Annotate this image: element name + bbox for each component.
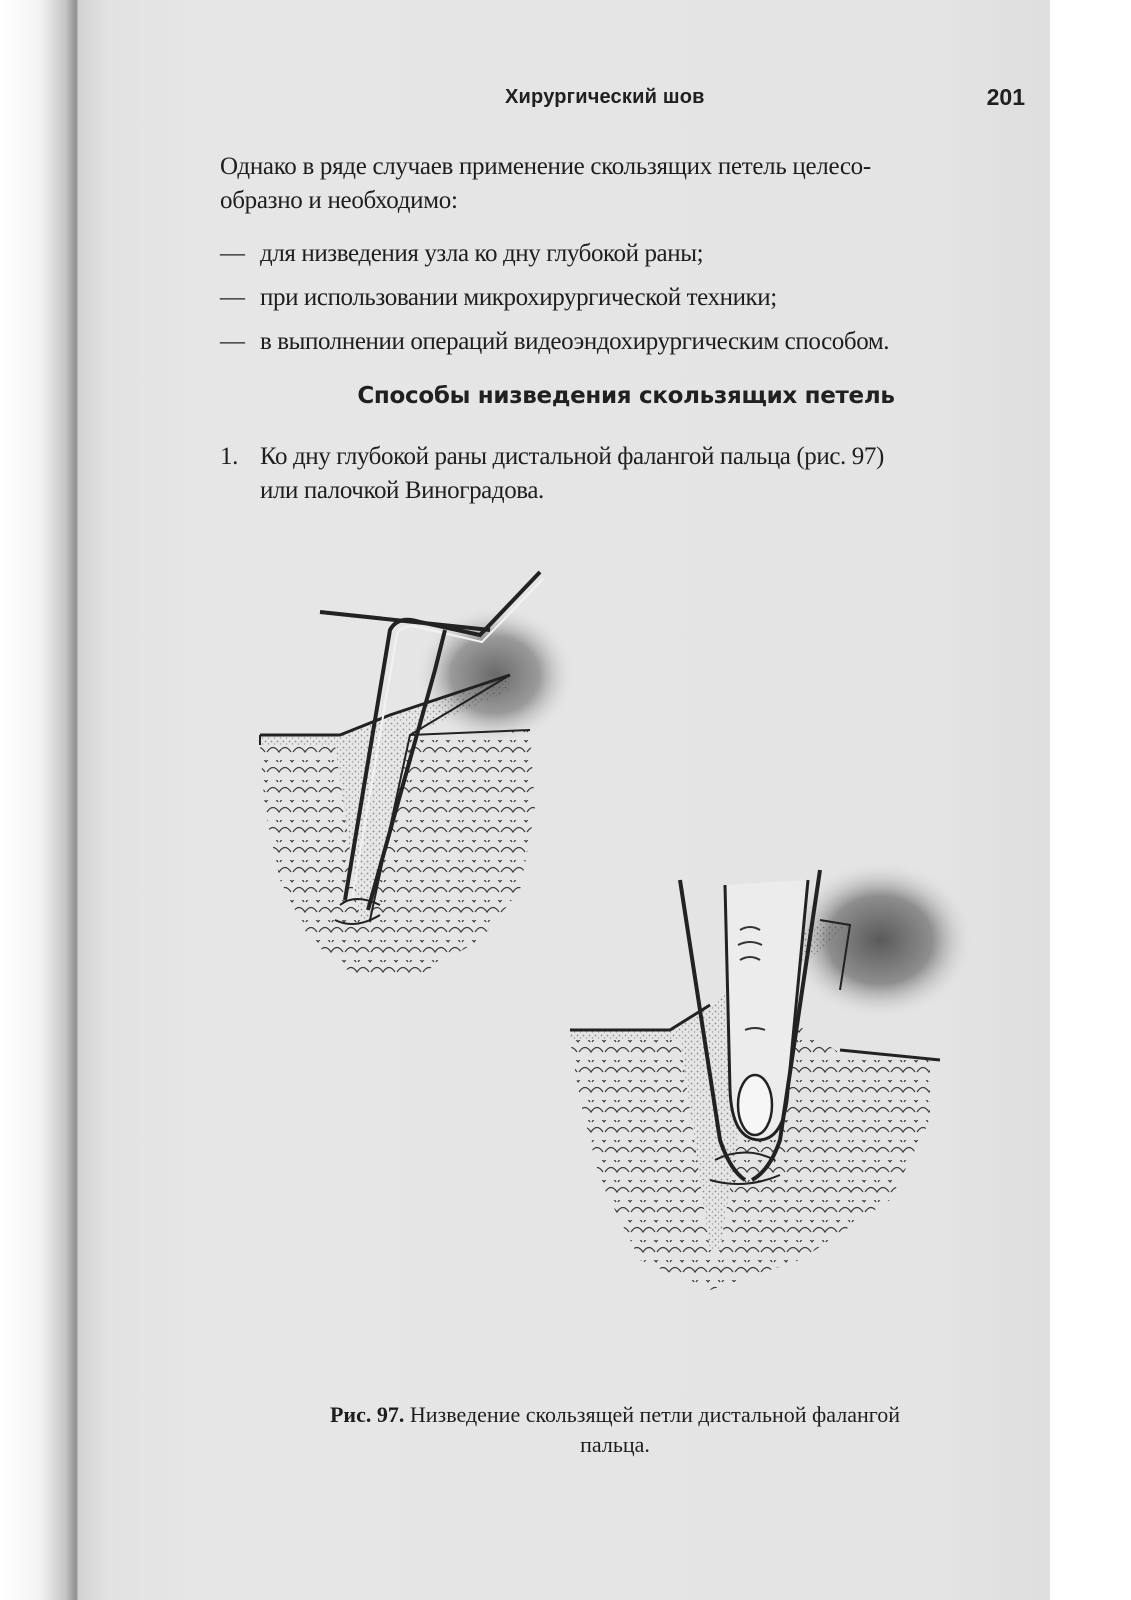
list-item-text: в выполнении операций видеоэндохирургическим способом. — [260, 328, 890, 355]
page-number: 201 — [986, 84, 1025, 110]
numbered-item — [220, 440, 1032, 508]
list-dash: — — [220, 240, 245, 267]
list-item — [220, 281, 1032, 325]
list-item-text: для низведения узла ко дну глубокой раны; — [260, 240, 704, 267]
scan-left-shadow — [0, 0, 78, 1600]
list-dash: — — [220, 284, 245, 311]
caption-label: Рис. 97. — [329, 1402, 405, 1427]
bullet-list — [220, 237, 1032, 369]
item-number: 1. — [220, 443, 238, 470]
scan-right-margin — [1050, 0, 1131, 1600]
list-item — [220, 325, 1032, 369]
figure-caption — [230, 1400, 1000, 1460]
wound-drawing-lower — [570, 860, 975, 1290]
figure-97 — [240, 560, 980, 1300]
intro-paragraph — [220, 150, 1032, 218]
numbered-item-line-1: Ко дну глубокой раны дистальной фалангой пальца (рис. 97) — [260, 443, 884, 470]
list-item — [220, 237, 1032, 281]
caption-line-1 — [230, 1400, 1000, 1430]
numbered-item-line-2: или палочкой Виноградова. — [260, 477, 544, 504]
intro-line-1: Однако в ряде случаев применение скользящих петель целесо- — [220, 153, 871, 180]
caption-line-2: пальца. — [580, 1432, 650, 1457]
running-header — [505, 86, 1025, 116]
header-title: Хирургический шов — [505, 86, 705, 108]
intro-line-2: образно и необходимо: — [220, 187, 458, 214]
section-heading: Способы низведения скользящих петель — [357, 383, 895, 409]
surgical-illustration-icon — [240, 560, 980, 1300]
wound-drawing-upper — [260, 572, 575, 980]
list-dash: — — [220, 328, 245, 355]
list-item-text: при использовании микрохирургической техники; — [260, 284, 777, 311]
caption-text: Низведение скользящей петли дистальной фалангой — [409, 1402, 901, 1427]
